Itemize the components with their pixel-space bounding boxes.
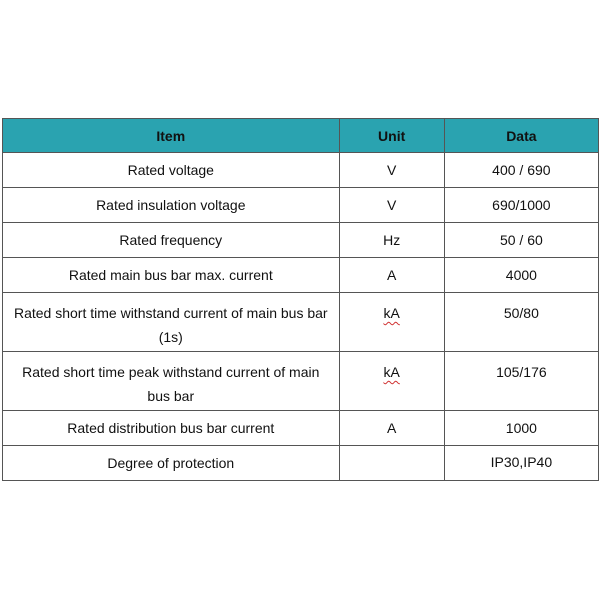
table-row xyxy=(3,446,599,481)
cell-data: 690/1000 xyxy=(444,188,598,223)
cell-data: 50/80 xyxy=(444,293,598,352)
header-unit: Unit xyxy=(339,119,444,153)
cell-item: Rated insulation voltage xyxy=(3,188,340,223)
table-row xyxy=(3,411,599,446)
cell-data: 105/176 xyxy=(444,352,598,411)
cell-item: Rated voltage xyxy=(3,153,340,188)
table-row xyxy=(3,188,599,223)
header-data: Data xyxy=(444,119,598,153)
cell-data: 4000 xyxy=(444,258,598,293)
cell-unit-wrap xyxy=(339,352,444,411)
table-header-row xyxy=(3,119,599,153)
cell-unit: A xyxy=(339,411,444,446)
cell-item: Rated distribution bus bar current xyxy=(3,411,340,446)
table-row xyxy=(3,223,599,258)
cell-unit xyxy=(339,446,444,481)
cell-data: 50 / 60 xyxy=(444,223,598,258)
cell-item: Rated short time withstand current of main bus bar (1s) xyxy=(3,293,340,352)
specification-table xyxy=(2,118,599,481)
cell-data: IP30,IP40 xyxy=(444,446,598,481)
table-row xyxy=(3,153,599,188)
table-row xyxy=(3,293,599,352)
cell-item: Rated short time peak withstand current of main bus bar xyxy=(3,352,340,411)
cell-unit: kA xyxy=(383,364,400,380)
cell-unit: A xyxy=(339,258,444,293)
cell-item: Degree of protection xyxy=(3,446,340,481)
cell-unit-wrap xyxy=(339,293,444,352)
cell-data: 1000 xyxy=(444,411,598,446)
header-item: Item xyxy=(3,119,340,153)
cell-data: 400 / 690 xyxy=(444,153,598,188)
table-row xyxy=(3,352,599,411)
cell-item: Rated main bus bar max. current xyxy=(3,258,340,293)
cell-item: Rated frequency xyxy=(3,223,340,258)
cell-unit: V xyxy=(339,153,444,188)
table-row xyxy=(3,258,599,293)
cell-unit: Hz xyxy=(339,223,444,258)
cell-unit: V xyxy=(339,188,444,223)
cell-unit: kA xyxy=(383,305,400,321)
